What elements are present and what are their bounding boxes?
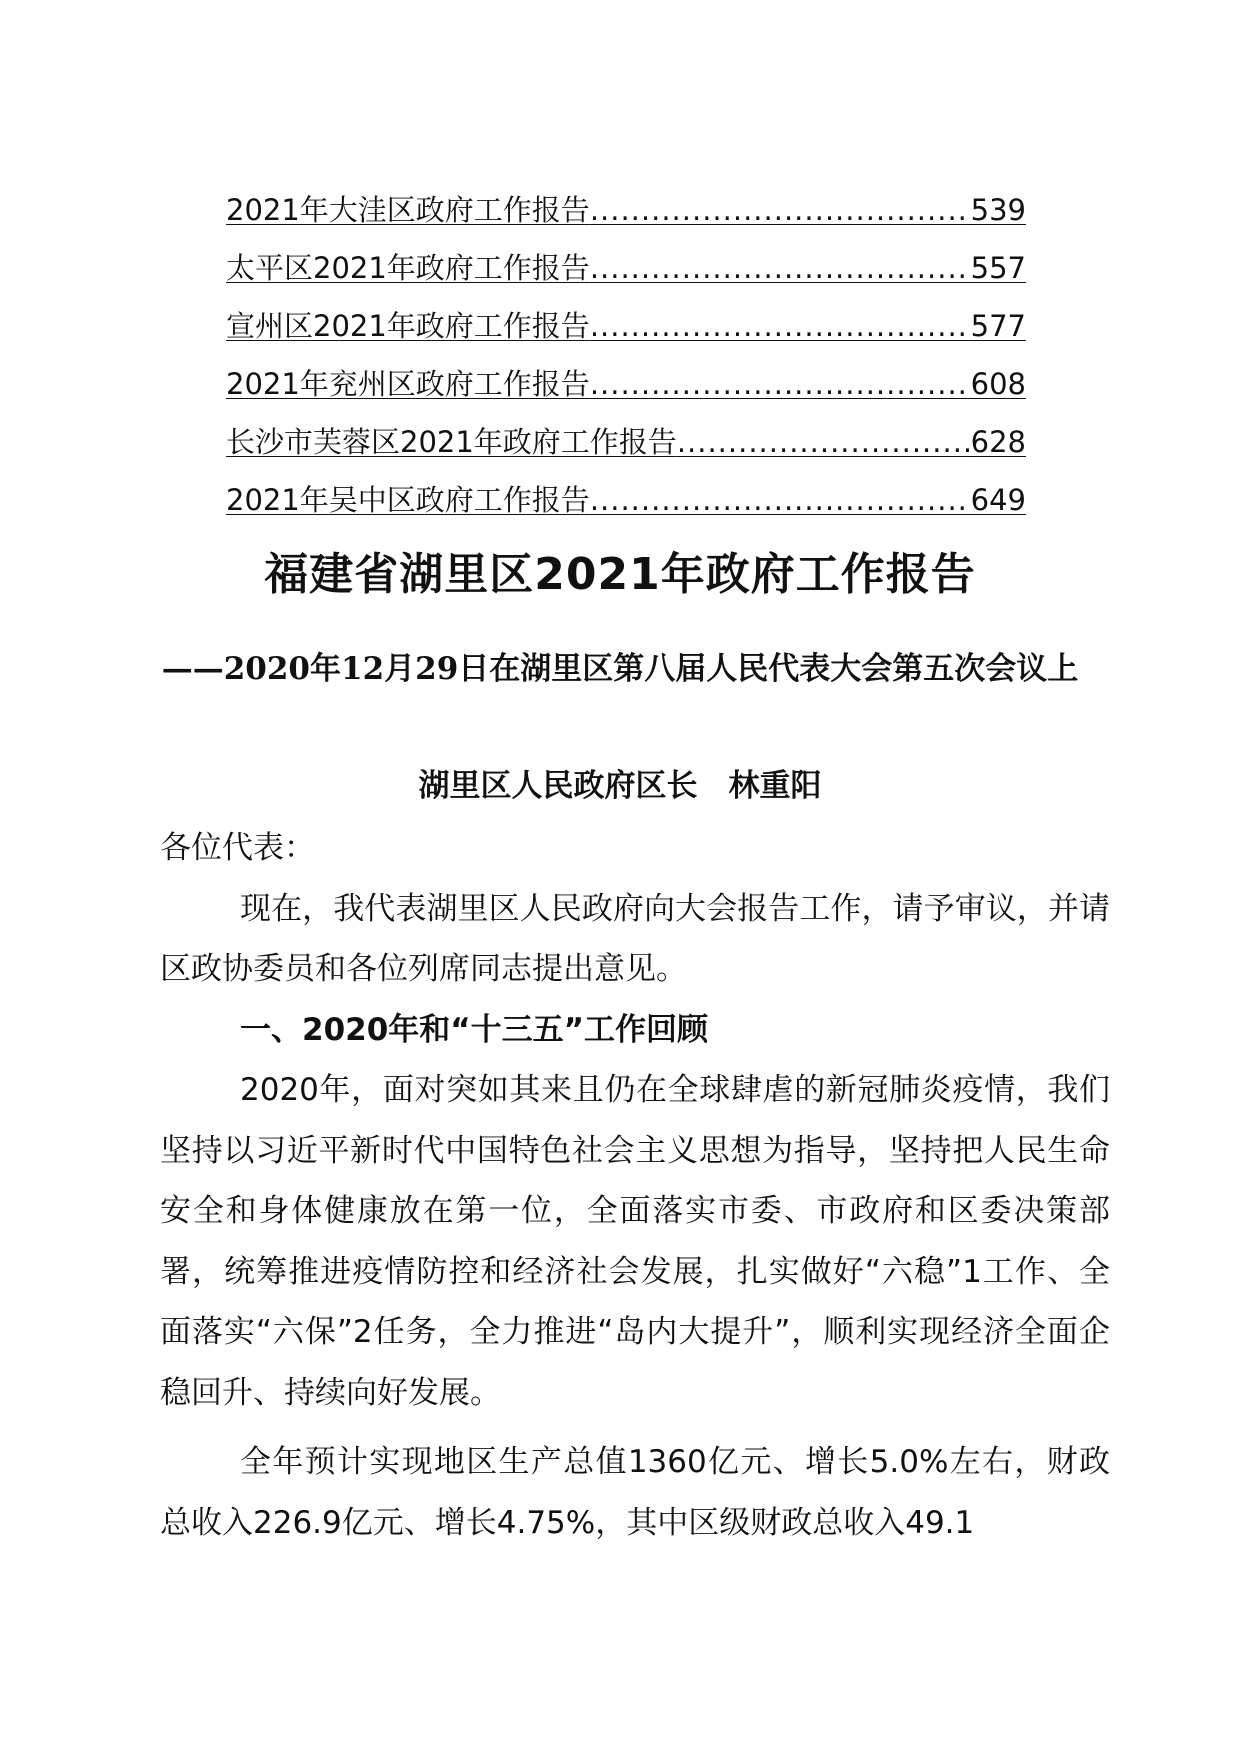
toc-entry-page: 557 xyxy=(970,251,1026,285)
toc-entry[interactable] xyxy=(226,462,1026,520)
toc-entry-title: 2021年吴中区政府工作报告 xyxy=(226,483,590,517)
toc-leader-dots xyxy=(590,248,971,288)
report-subtitle: ——2020年12月29日在湖里区第八届人民代表大会第五次会议上 xyxy=(161,651,1079,687)
toc-entry[interactable] xyxy=(226,346,1026,404)
report-body xyxy=(160,818,1110,1553)
body-paragraph: 2020年，面对突如其来且仍在全球肆虐的新冠肺炎疫情，我们坚持以习近平新时代中国特色社会主义思想为指导，坚持把人民生命安全和身体健康放在第一位，全面落实市委、市政府和区委决策部署，统筹推进疫情防控和经济社会发展，扎实做好“六稳”1工作、全面落实“六保”2任务，全力推进“岛内大提升”，顺利实现经济全面企稳回升、持续向好发展。 xyxy=(160,1072,1110,1411)
toc-entry-title: 太平区2021年政府工作报告 xyxy=(226,251,590,285)
salutation: 各位代表： xyxy=(160,830,315,866)
report-title: 福建省湖里区2021年政府工作报告 xyxy=(264,549,976,600)
toc-entry-page: 539 xyxy=(970,193,1026,227)
toc-entry[interactable] xyxy=(226,404,1026,462)
toc-leader-dots xyxy=(590,190,971,230)
toc-entry-title: 宣州区2021年政府工作报告 xyxy=(226,309,590,343)
report-author: 湖里区人民政府区长 林重阳 xyxy=(418,768,822,804)
body-paragraph: 现在，我代表湖里区人民政府向大会报告工作，请予审议，并请区政协委员和各位列席同志提出意见。 xyxy=(160,890,1110,987)
toc-entry-title: 2021年兖州区政府工作报告 xyxy=(226,367,590,401)
toc-entry-title: 2021年大洼区政府工作报告 xyxy=(226,193,590,227)
toc-leader-dots xyxy=(590,480,971,520)
toc-entry-page: 608 xyxy=(970,367,1026,401)
toc-leader-dots xyxy=(590,364,971,404)
table-of-contents xyxy=(226,172,1026,520)
toc-entry-page: 577 xyxy=(970,309,1026,343)
toc-leader-dots xyxy=(590,306,971,346)
body-paragraph: 全年预计实现地区生产总值1360亿元、增长5.0%左右，财政总收入226.9亿元、增长4.75%，其中区级财政总收入49.1 xyxy=(160,1444,1110,1541)
toc-entry-page: 649 xyxy=(970,483,1026,517)
toc-leader-dots xyxy=(677,422,971,462)
toc-entry[interactable] xyxy=(226,288,1026,346)
toc-entry[interactable] xyxy=(226,172,1026,230)
section-heading: 一、2020年和“十三五”工作回顾 xyxy=(240,1011,709,1048)
toc-entry-page: 628 xyxy=(970,425,1026,459)
toc-entry[interactable] xyxy=(226,230,1026,288)
toc-entry-title: 长沙市芙蓉区2021年政府工作报告 xyxy=(226,425,677,459)
